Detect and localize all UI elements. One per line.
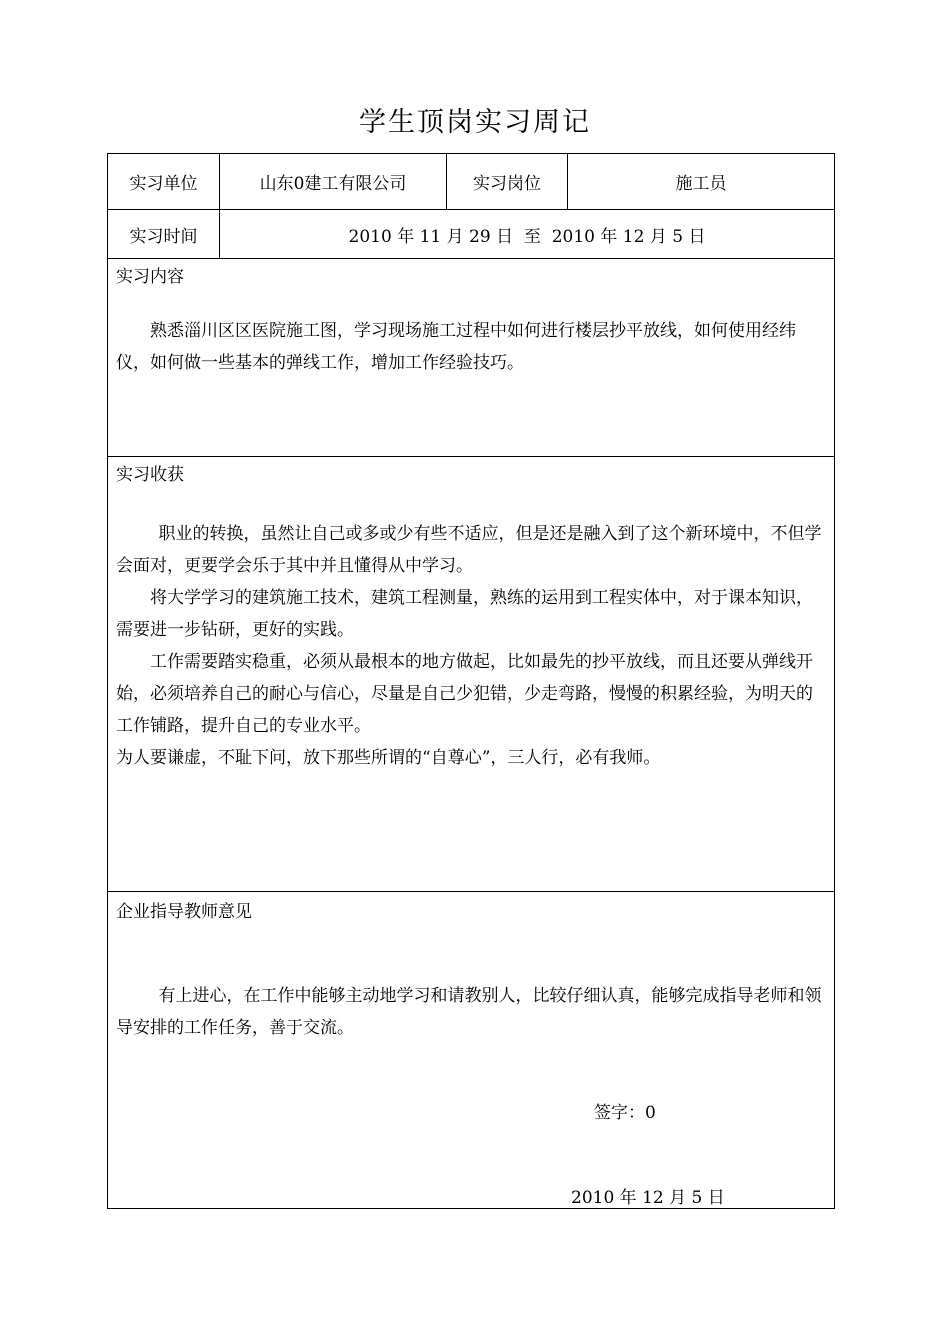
row-divider [108, 891, 834, 892]
post-label: 实习岗位 [473, 174, 541, 194]
content-section-label: 实习内容 [116, 267, 184, 287]
gains-paragraph: 将大学学习的建筑施工技术，建筑工程测量，熟练的运用到工程实体中，对于课本知识，需要进一步钻研，更好的实践。 [116, 588, 813, 640]
content-paragraph: 熟悉淄川区区医院施工图，学习现场施工过程中如何进行楼层抄平放线，如何使用经纬仪，如何做一些基本的弹线工作，增加工作经验技巧。 [116, 321, 796, 373]
opinion-section-label: 企业指导教师意见 [116, 902, 252, 922]
gains-section-label: 实习收获 [116, 465, 184, 485]
gains-paragraph: 职业的转换，虽然让自己或多或少有些不适应，但是还是融入到了这个新环境中，不但学会面对，更要学会乐于其中并且懂得从中学习。 [116, 524, 822, 576]
gains-paragraph: 为人要谦虚，不耻下问，放下那些所谓的“自尊心”，三人行，必有我师。 [116, 748, 661, 768]
opinion-body [116, 980, 828, 1044]
opinion-paragraph: 有上进心，在工作中能够主动地学习和请教别人，比较仔细认真，能够完成指导老师和领导安排的工作任务，善于交流。 [116, 986, 822, 1038]
time-value: 2010 年 11 月 29 日 至 2010 年 12 月 5 日 [348, 226, 706, 247]
post-value: 施工员 [675, 174, 727, 194]
time-label: 实习时间 [129, 226, 198, 247]
content-body [116, 315, 828, 379]
gains-body [116, 518, 828, 774]
journal-table [107, 153, 835, 1209]
signature: 签字：0 [594, 1103, 656, 1123]
sign-date: 2010 年 12 月 5 日 [571, 1188, 725, 1208]
unit-label: 实习单位 [129, 174, 198, 194]
row-divider [108, 456, 834, 457]
row-divider [108, 258, 834, 259]
gains-paragraph: 工作需要踏实稳重，必须从最根本的地方做起，比如最先的抄平放线，而且还要从弹线开始，必须培养自己的耐心与信心，尽量是自己少犯错，少走弯路，慢慢的积累经验，为明天的工作铺路，提升自己的专业水平。 [116, 652, 813, 736]
page-title: 学生顶岗实习周记 [359, 107, 591, 138]
unit-value: 山东0建工有限公司 [259, 174, 407, 194]
